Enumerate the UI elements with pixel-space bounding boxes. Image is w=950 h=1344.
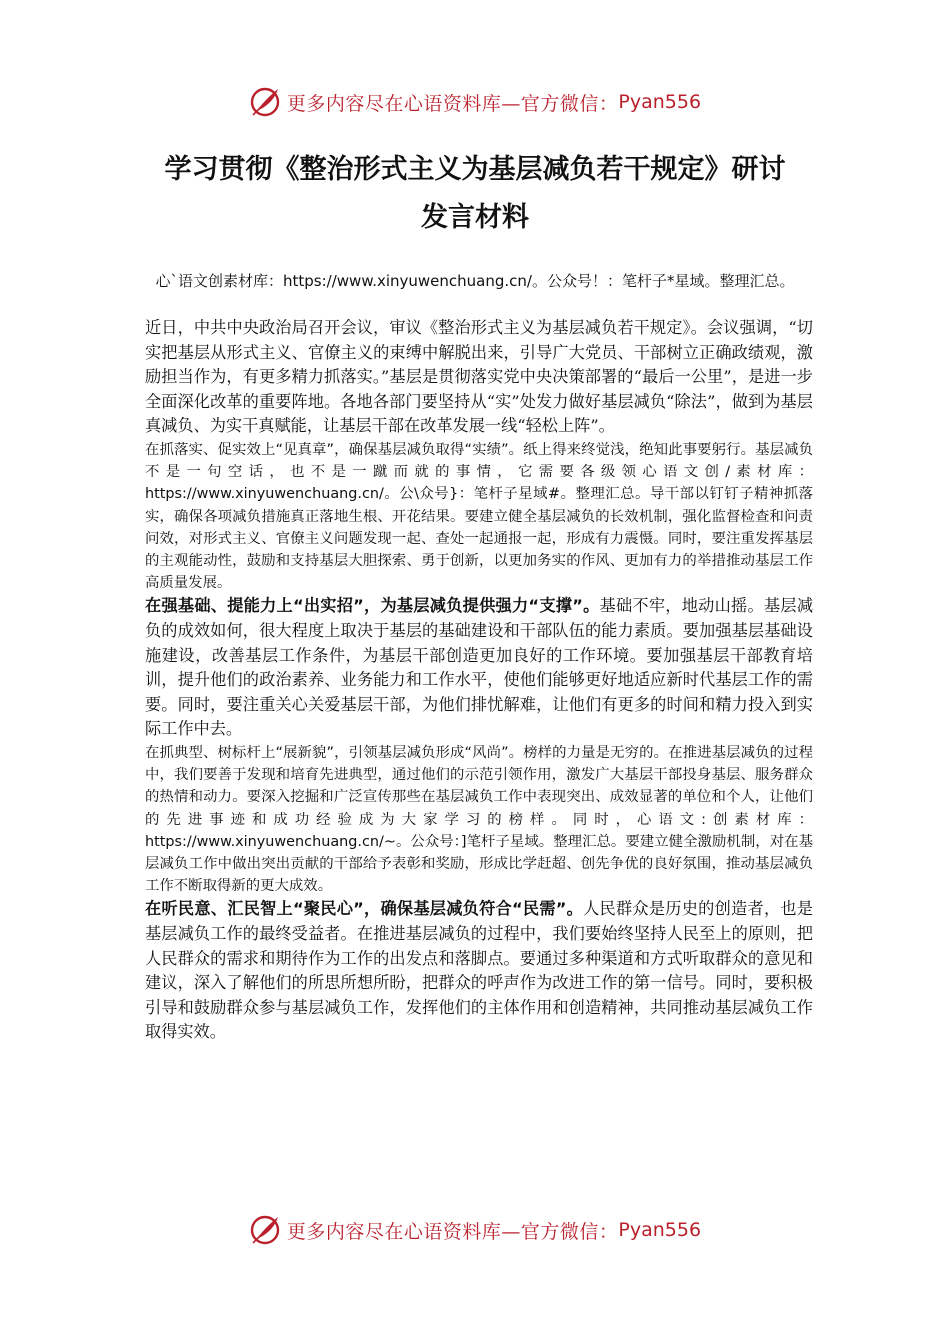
paragraph-3 xyxy=(145,594,813,742)
paragraph-text: 近日，中共中央政治局召开会议，审议《整治形式主义为基层减负若干规定》。会议强调，“切实把基层从形式主义、官僚主义的束缚中解脱出来，引导广大党员、干部树立正确政绩观，激励担当作为，有更多精力抓落实。”基层是贯彻落实党中央决策部署的“最后一公里”，是进一步全面深化改革的重要阵地。各地各部门要坚持从“实”处发力做好基层减负“除法”，做到为基层真减负、为实干真赋能，让基层干部在改革发展一线“轻松上阵”。 xyxy=(145,318,813,436)
paragraph-5 xyxy=(145,897,813,1045)
feather-pen-logo-icon xyxy=(249,1214,281,1246)
paragraph-2 xyxy=(145,439,813,594)
watermark-wechat-id: Pyan556 xyxy=(618,91,702,113)
paragraph-lead: 在强基础、提能力上“出实招”，为基层减负提供强力“支撑”。 xyxy=(145,596,600,616)
paragraph-text: 在抓落实、促实效上“见真章”，确保基层减负取得“实绩”。纸上得来终觉浅，绝知此事要躬行。基层减负不是一句空话，也不是一蹴而就的事情，它需要各级领心语文创/素材库：https://www.xinyuwenchuang.cn/。公\众号}：笔杆子星域#。整理汇总。导干部以钉钉子精神抓落实，确保各项减负措施真正落地生根、开花结果。要建立健全基层减负的长效机制，强化监督检查和问责问效，对形式主义、官僚主义问题发现一起、查处一起通报一起，形成有力震慑。同时，要注重发挥基层的主观能动性，鼓励和支持基层大胆探索、勇于创新，以更加务实的作风、更加有力的举措推动基层工作高质量发展。 xyxy=(145,441,813,592)
paragraph-text: 基础不牢，地动山摇。基层减负的成效如何，很大程度上取决于基层的基础建设和干部队伍的能力素质。要加强基层基础设施建设，改善基层工作条件，为基层干部创造更加良好的工作环境。要加强基层干部教育培训，提升他们的政治素养、业务能力和工作水平，使他们能够更好地适应新时代基层工作的需要。同时，要注重关心关爱基层干部，为他们排忧解难，让他们有更多的时间和精力投入到实际工作中去。 xyxy=(145,596,814,739)
feather-pen-logo-icon xyxy=(249,86,281,118)
paragraph-lead: 在听民意、汇民智上“聚民心”，确保基层减负符合“民需”。 xyxy=(145,899,584,919)
watermark-wechat-id: Pyan556 xyxy=(618,1219,702,1241)
title-line-1: 学习贯彻《整治形式主义为基层减负若干规定》研讨 xyxy=(164,154,786,185)
title-line-2: 发言材料 xyxy=(421,202,529,233)
watermark-text: 更多内容尽在心语资料库—官方微信： xyxy=(286,92,619,115)
source-line: 心`语文创素材库：https://www.xinyuwenchuang.cn/。公众号！：笔杆子*星域。整理汇总。 xyxy=(155,272,795,290)
document-body xyxy=(145,316,813,1045)
document-title xyxy=(140,146,810,242)
paragraph-text: 在抓典型、树标杆上“展新貌”，引领基层减负形成“风尚”。榜样的力量是无穷的。在推进基层减负的过程中，我们要善于发现和培育先进典型，通过他们的示范引领作用，激发广大基层干部投身基层、服务群众的热情和动力。要深入挖掘和广泛宣传那些在基层减负工作中表现突出、成效显著的单位和个人，让他们的先进事迹和成功经验成为大家学习的榜样。同时，心语文:创素材库：https://www.xinyuwenchuang.cn/~。公众号：]笔杆子星域。整理汇总。要建立健全激励机制，对在基层减负工作中做出突出贡献的干部给予表彰和奖励，形成比学赶超、创先争优的良好氛围，推动基层减负工作不断取得新的更大成效。 xyxy=(145,744,813,895)
paragraph-1 xyxy=(145,316,813,439)
watermark-text: 更多内容尽在心语资料库—官方微信： xyxy=(286,1220,619,1243)
watermark-banner-top xyxy=(0,84,950,120)
paragraph-4 xyxy=(145,742,813,897)
paragraph-text: 人民群众是历史的创造者，也是基层减负工作的最终受益者。在推进基层减负的过程中，我们要始终坚持人民至上的原则，把人民群众的需求和期待作为工作的出发点和落脚点。要通过多种渠道和方式听取群众的意见和建议，深入了解他们的所思所想所盼，把群众的呼声作为改进工作的第一信号。同时，要积极引导和鼓励群众参与基层减负工作，发挥他们的主体作用和创造精神，共同推动基层减负工作取得实效。 xyxy=(145,899,814,1042)
watermark-banner-bottom xyxy=(0,1212,950,1248)
